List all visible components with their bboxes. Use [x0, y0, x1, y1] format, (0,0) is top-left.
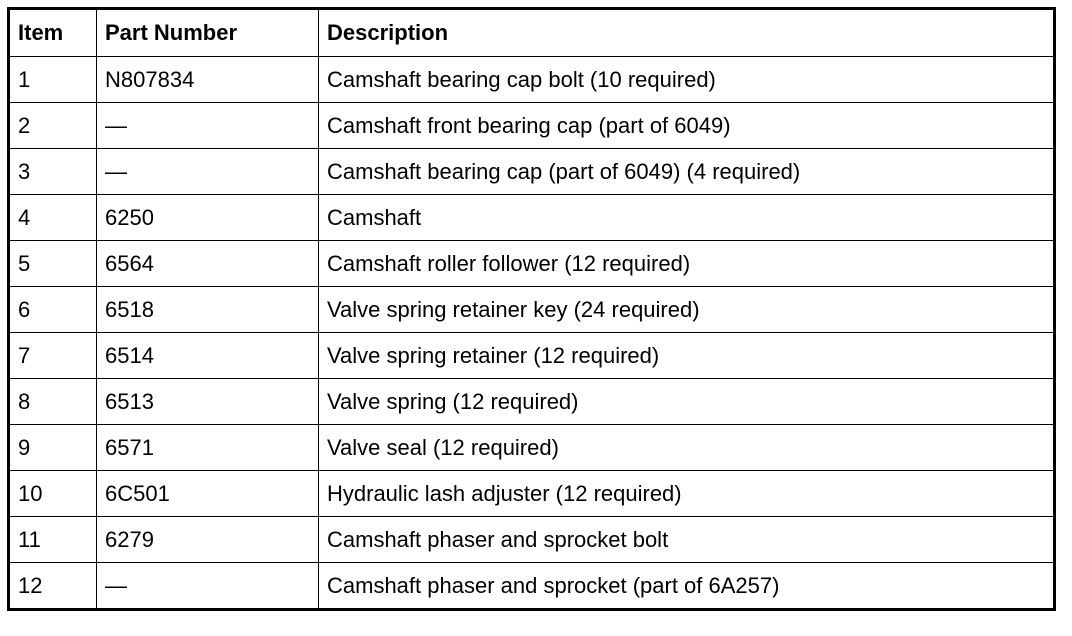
- table-row: [9, 287, 1055, 333]
- item-cell: 4: [9, 195, 97, 241]
- part-number-cell: 6513: [97, 379, 319, 425]
- description-cell: Camshaft phaser and sprocket (part of 6A257): [319, 563, 1055, 610]
- description-cell: Camshaft bearing cap (part of 6049) (4 required): [319, 149, 1055, 195]
- item-cell: 5: [9, 241, 97, 287]
- item-cell: 9: [9, 425, 97, 471]
- description-cell: Valve spring retainer key (24 required): [319, 287, 1055, 333]
- table-row: [9, 149, 1055, 195]
- item-cell: 7: [9, 333, 97, 379]
- table-row: [9, 379, 1055, 425]
- description-cell: Camshaft bearing cap bolt (10 required): [319, 57, 1055, 103]
- header-description: Description: [319, 9, 1055, 57]
- table-row: [9, 333, 1055, 379]
- table-row: [9, 563, 1055, 610]
- item-cell: 10: [9, 471, 97, 517]
- part-number-cell: 6514: [97, 333, 319, 379]
- header-row: [9, 9, 1055, 57]
- table-header: [9, 9, 1055, 57]
- item-cell: 6: [9, 287, 97, 333]
- description-cell: Camshaft phaser and sprocket bolt: [319, 517, 1055, 563]
- description-cell: Hydraulic lash adjuster (12 required): [319, 471, 1055, 517]
- description-cell: Valve spring retainer (12 required): [319, 333, 1055, 379]
- table-row: [9, 517, 1055, 563]
- description-cell: Camshaft: [319, 195, 1055, 241]
- part-number-cell: —: [97, 103, 319, 149]
- description-cell: Camshaft roller follower (12 required): [319, 241, 1055, 287]
- part-number-cell: —: [97, 149, 319, 195]
- table-row: [9, 195, 1055, 241]
- item-cell: 3: [9, 149, 97, 195]
- part-number-cell: 6C501: [97, 471, 319, 517]
- part-number-cell: 6279: [97, 517, 319, 563]
- item-cell: 1: [9, 57, 97, 103]
- description-cell: Valve seal (12 required): [319, 425, 1055, 471]
- item-cell: 2: [9, 103, 97, 149]
- header-part-number: Part Number: [97, 9, 319, 57]
- header-item: Item: [9, 9, 97, 57]
- part-number-cell: 6518: [97, 287, 319, 333]
- item-cell: 12: [9, 563, 97, 610]
- part-number-cell: 6250: [97, 195, 319, 241]
- table-row: [9, 241, 1055, 287]
- parts-table: [7, 7, 1056, 611]
- table-body: [9, 57, 1055, 610]
- item-cell: 8: [9, 379, 97, 425]
- table-row: [9, 103, 1055, 149]
- table-row: [9, 425, 1055, 471]
- part-number-cell: 6571: [97, 425, 319, 471]
- table-row: [9, 57, 1055, 103]
- part-number-cell: —: [97, 563, 319, 610]
- description-cell: Valve spring (12 required): [319, 379, 1055, 425]
- item-cell: 11: [9, 517, 97, 563]
- table-row: [9, 471, 1055, 517]
- part-number-cell: N807834: [97, 57, 319, 103]
- description-cell: Camshaft front bearing cap (part of 6049): [319, 103, 1055, 149]
- part-number-cell: 6564: [97, 241, 319, 287]
